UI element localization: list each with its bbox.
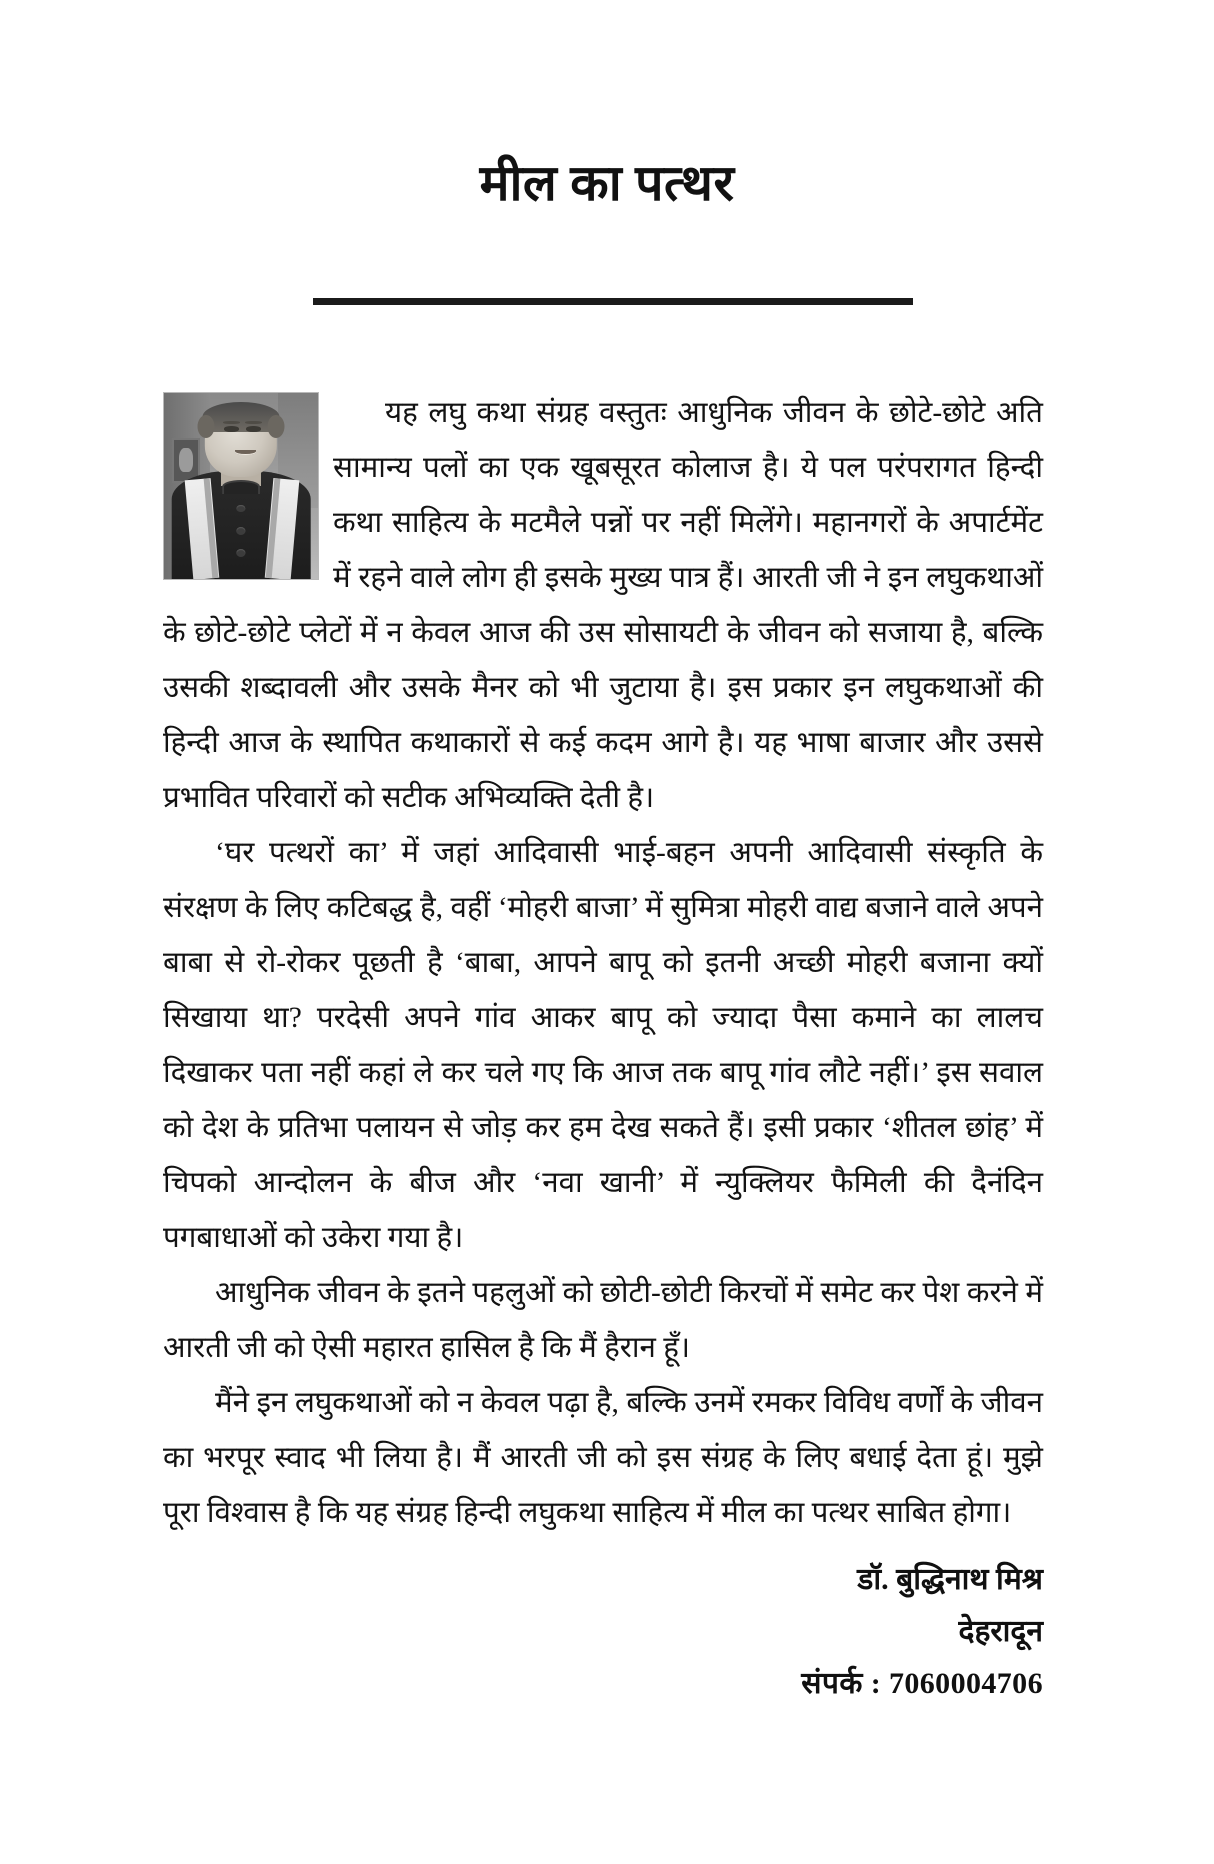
author-portrait-photo xyxy=(163,392,319,580)
body-paragraph-1: यह लघु कथा संग्रह वस्तुतः आधुनिक जीवन के छोटे-छोटे अति सामान्य पलों का एक खूबसूरत कोलाज है। ये पल परंपरागत हिन्दी कथा साहित्य के मटमैले पन्नों पर नहीं मिलेंगे। महानगरों के अपार्टमेंट में रहने वाले लोग ही इसके मुख्य पात्र हैं। आरती जी ने इन लघुकथाओं के छोटे-छोटे प्लेटों में न केवल आज की उस सोसायटी के जीवन को सजाया है, बल्कि उसकी शब्दावली और उसके मैनर को भी जुटाया है। इस प्रकार इन लघुकथाओं की हिन्दी आज के स्थापित कथाकारों से कई कदम आगे है। यह भाषा बाजार और उससे प्रभावित परिवारों को सटीक अभिव्यक्ति देती है। xyxy=(163,397,1043,814)
body-paragraph-2: ‘घर पत्थरों का’ में जहां आदिवासी भाई-बहन अपनी आदिवासी संस्कृति के संरक्षण के लिए कटिबद्ध है, वहीं ‘मोहरी बाजा’ में सुमित्रा मोहरी वाद्य बजाने वाले अपने बाबा से रो-रोकर पूछती है ‘बाबा, आपने बापू को इतनी अच्छी मोहरी बजाना क्यों सिखाया था? परदेसी अपने गांव आकर बापू को ज्यादा पैसा कमाने का लालच दिखाकर पता नहीं कहां ले कर चले गए कि आज तक बापू गांव लौटे नहीं।’ इस सवाल को देश के प्रतिभा पलायन से जोड़ कर हम देख सकते हैं। इसी प्रकार ‘शीतल छांह’ में चिपको आन्दोलन के बीज और ‘नवा खानी’ में न्युक्लियर फैमिली की दैनंदिन पगबाधाओं को उकेरा गया है। xyxy=(163,837,1043,1254)
portrait-collar xyxy=(222,480,260,493)
title-divider-rule xyxy=(313,298,913,305)
body-text-block xyxy=(163,386,1043,1541)
page-title: मील का पत्थर xyxy=(479,154,735,211)
signature-author-name: डॉ. बुद्धिनाथ मिश्र xyxy=(857,1563,1043,1596)
signature-block xyxy=(163,1554,1043,1710)
signature-city: देहरादून xyxy=(958,1615,1043,1648)
body-paragraph-3: आधुनिक जीवन के इतने पहलुओं को छोटी-छोटी किरचों में समेट कर पेश करने में आरती जी को ऐसी महारत हासिल है कि मैं हैरान हूँ। xyxy=(163,1277,1043,1364)
signature-contact: संपर्क : 7060004706 xyxy=(801,1667,1043,1700)
portrait-button-3 xyxy=(236,549,245,557)
portrait-button-2 xyxy=(236,527,245,535)
portrait-button-1 xyxy=(236,505,245,513)
portrait-eyebrow-right xyxy=(245,421,262,424)
portrait-hair xyxy=(203,402,280,432)
body-paragraph-4: मैंने इन लघुकथाओं को न केवल पढ़ा है, बल्कि उनमें रमकर विविध वर्णों के जीवन का भरपूर स्वाद भी लिया है। मैं आरती जी को इस संग्रह के लिए बधाई देता हूं। मुझे पूरा विश्वास है कि यह संग्रह हिन्दी लघुकथा साहित्य में मील का पत्थर साबित होगा। xyxy=(163,1387,1043,1529)
